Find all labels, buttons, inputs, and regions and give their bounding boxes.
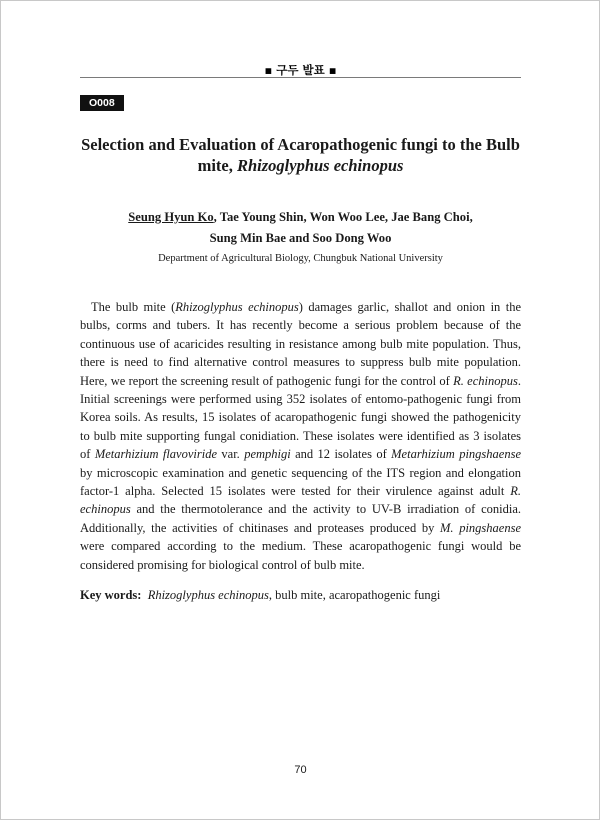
author-list	[80, 207, 521, 249]
title-species: Rhizoglyphus echinopus	[236, 156, 404, 175]
title-line-2-prefix: mite,	[197, 156, 237, 175]
keywords-label: Key words:	[80, 588, 142, 602]
abstract-text: . Initial screenings were performed using 352 isolates of entomo-pathogenic fungi from Korea soils. As results, 15 isolates of acaropathogenic fungi showed the pathogenicity to bulb mite supporting fungal conidiation. These isolates were identified as 3 isolates of	[80, 373, 521, 462]
keywords-rest: , bulb mite, acaropathogenic fungi	[268, 588, 441, 602]
abstract-text: ) damages garlic, shallot and onion in the bulbs, corms and tubers. It has recently become a serious problem because of the continuous use of acaricides resulting in resistance among bulb mite population. Thus, there is need to find alternative control measures to suppress bulb mite population. Here, we report the screening result of pathogenic fungi for the control of	[80, 300, 521, 388]
abstract-text: The bulb mite (	[91, 300, 176, 314]
keyword-species: Rhizoglyphus echinopus	[147, 588, 269, 602]
title-line-1: Selection and Evaluation of Acaropathogenic fungi to the Bulb	[81, 135, 520, 154]
species-name: M. pingshaense	[440, 520, 521, 535]
page-number: 70	[294, 764, 307, 776]
abstract-text: and 12 isolates of	[290, 447, 392, 462]
species-name: R. echinopus	[80, 484, 521, 517]
abstract-text: by microscopic examination and genetic sequencing of the ITS region and elongation factor-1 alpha. Selected 15 isolates were tested for their virulence against adult	[80, 465, 521, 499]
section-header: ▪ 구두 발표 ▪	[264, 63, 337, 77]
paper-title	[80, 134, 521, 176]
abstract-body	[80, 298, 521, 574]
species-name: pemphigi	[244, 447, 291, 462]
species-name: Metarhizium pingshaense	[391, 447, 521, 462]
keywords-line	[80, 586, 521, 604]
authors-line-2: Sung Min Bae and Soo Dong Woo	[209, 231, 392, 245]
abstract-code-badge: O008	[80, 95, 124, 111]
header-divider	[80, 77, 521, 78]
authors-line-1: , Tae Young Shin, Won Woo Lee, Jae Bang Choi,	[213, 210, 473, 224]
presenting-author: Seung Hyun Ko	[128, 210, 214, 224]
species-name: Rhizoglyphus echinopus	[175, 300, 299, 314]
species-name: Metarhizium flavoviride	[94, 447, 218, 462]
abstract-text: var.	[217, 447, 245, 462]
affiliation: Department of Agricultural Biology, Chungbuk National University	[158, 253, 443, 264]
species-name: R. echinopus	[453, 373, 518, 388]
abstract-text: were compared according to the medium. These acaropathogenic fungi would be considered promising for biological control of bulb mite.	[80, 539, 521, 572]
abstract-text: and the thermotolerance and the activity to UV-B irradiation of conidia. Additionally, the activities of chitinases and proteases produced by	[80, 502, 521, 535]
